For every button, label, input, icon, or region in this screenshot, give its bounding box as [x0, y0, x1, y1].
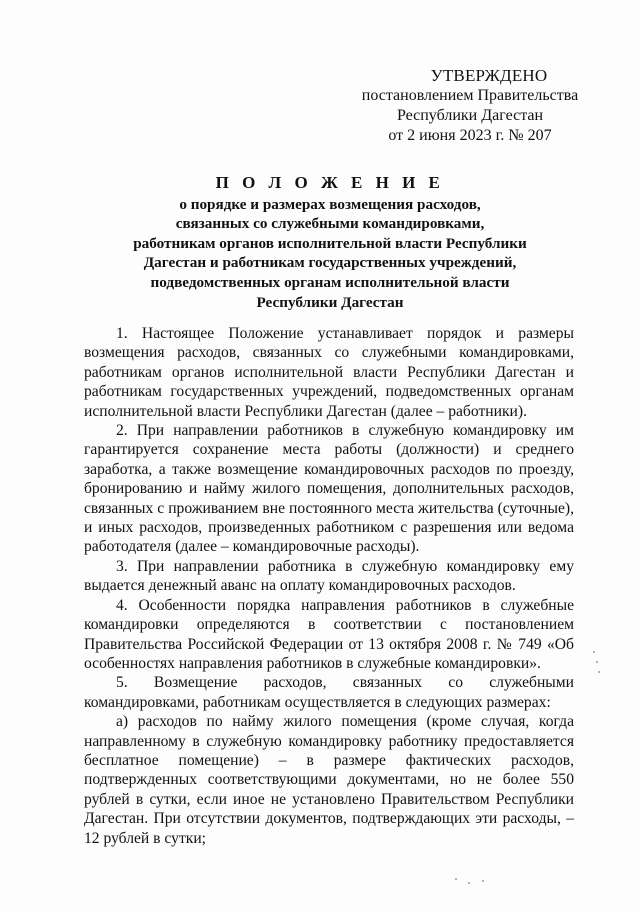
- title-subline: работникам органов исполнительной власти Республики: [133, 234, 527, 252]
- approval-line-1: постановлением Правительства: [361, 87, 579, 104]
- scan-speck: [455, 878, 457, 880]
- scan-speck: [593, 651, 595, 653]
- scan-speck: [596, 661, 598, 663]
- title-subline: подведомственных органам исполнительной власти: [150, 273, 510, 291]
- title-subline: Дагестан и работникам государственных учреждений,: [143, 254, 517, 272]
- paragraph-5a: а) расходов по найму жилого помещения (кроме случая, когда направленному в служебную командировку работнику предоставляется бесплатное помещение) – в размере фактических расходов, подтвержденных соответствующими документами, но не более 550 рублей в сутки, если иное не установлено Правительством Республики Дагестан. При отсутствии документов, подтверждающих эти расходы, – 12 рублей в сутки;: [84, 713, 574, 847]
- paragraph-4: 4. Особенности порядка направления работников в служебные командировки определяются в соответствии с постановлением Правительства Российской Федерации от 13 октября 2008 г. № 749 «Об особенностях направления работников в служебные командировки».: [84, 596, 574, 672]
- scan-speck: [482, 880, 484, 882]
- approval-stamp: [360, 66, 580, 146]
- document-title-block: [80, 173, 580, 312]
- scan-speck: [598, 671, 600, 673]
- approval-heading: УТВЕРЖДЕНО: [430, 66, 548, 85]
- title-subline: Республики Дагестан: [256, 293, 404, 311]
- scan-speck: [468, 882, 470, 884]
- paragraph-3: 3. При направлении работника в служебную командировку ему выдается денежный аванс на оплату командировочных расходов.: [84, 557, 574, 595]
- paragraph-5: 5. Возмещение расходов, связанных со служебными командировками, работникам осуществляется в следующих размерах:: [84, 674, 574, 711]
- title-subline: связанных со служебными командировками,: [175, 215, 485, 233]
- document-body: [84, 324, 574, 848]
- approval-line-3: от 2 июня 2023 г. № 207: [388, 127, 552, 144]
- paragraph-1: 1. Настоящее Положение устанавливает порядок и размеры возмещения расходов, связанных со служебными командировками, работникам органов исполнительной власти Республики Дагестан и работникам государственных учреждений, подведомственных органам исполнительной власти Республики Дагестан (далее – работники).: [84, 325, 574, 420]
- paragraph-2: 2. При направлении работников в служебную командировку им гарантируется сохранение места работы (должности) и среднего заработка, а также возмещение командировочных расходов по проезду, бронированию и найму жилого помещения, дополнительных расходов, связанных с проживанием вне постоянного места жительства (суточные), и иных расходов, произведенных работником с разрешения или ведома работодателя (далее – командировочные расходы).: [84, 422, 574, 556]
- approval-line-2: Республики Дагестан: [396, 107, 544, 124]
- document-title: П О Л О Ж Е Н И Е: [215, 173, 445, 192]
- title-subline: о порядке и размерах возмещения расходов,: [179, 195, 481, 213]
